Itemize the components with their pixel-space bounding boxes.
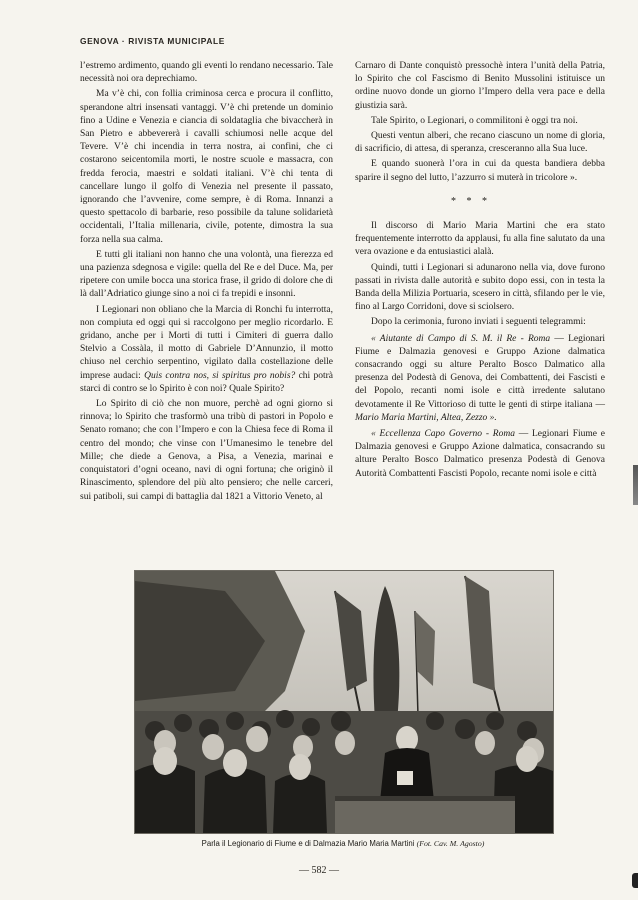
paragraph <box>80 304 333 396</box>
motto-tail: chi potrà starci di contro se lo Spirito è con noi? Quale Spirito? <box>80 370 333 394</box>
paragraph: l’estremo ardimento, quando gli eventi lo rendano necessario. Tale necessità noi ora deprechiamo. <box>80 61 333 85</box>
paragraph: Quindi, tutti i Legionari si adunarono nella via, dove furono passati in rivista dalle autorità e subito dopo essi, con in testa la Banda della Milizia Portuaria, scesero in città, sfilando per le vie, fino al Largo Corridoni, dove si sciolsero. <box>355 262 605 313</box>
right-column <box>355 60 605 483</box>
paragraph: Questi ventun alberi, che recano ciascuno un nome di gloria, di sacrificio, di attesa, di speranza, cresceranno alla Sua luce. <box>355 131 605 155</box>
paragraph: E tutti gli italiani non hanno che una volontà, una fierezza ed una pazienza sdegnosa e vigile: quella del Re e del Duce. Ma, per ripetere con umile bocca una storica frase, il grido di dolore che di là dall’Adriatico giunge sino a noi ci fa trepidi e insonni. <box>80 249 333 300</box>
telegram-head-of-government <box>355 428 605 481</box>
paragraph: Ma v’è chi, con follia criminosa cerca e procura il conflitto, sperandone altri insensati vantaggi. V’è chi pretende un dominio fino a Udine e Venezia e ciancia di soldataglia che bivaccherà in San Pietro e abbevererà i cavalli schiumosi nelle acque del Tevere. V’è chi incendia in terra nostra, ai confini, che ci costarono seicentomila morti, le nostre scuole e massacra, con fredda ferocia, maestri e soldati italiani. V’è chi tenta di cancellare lungo il golfo di Venezia nel presente il passato, ignorando che l’avvenire, come sempre, è di Roma. Innanzi a questo spettacolo di barbarie, reso possibile da talune solidarietà occidentali, l’Italia millenaria, civile, potente, dimostra la sua forza nella sua calma. <box>80 89 333 245</box>
telegram-heading: « Aiutante di Campo di S. M. il Re - Roma <box>371 333 551 344</box>
paragraph: Carnaro di Dante conquistò pressochè intera l’unità della Patria, lo Spirito che col Fascismo di Benito Mussolini istituisce un ordine nuovo donde un giorno l’Impero della vera pace e della giustizia sarà. <box>355 61 605 111</box>
latin-motto: Quis contra nos, si spiritus pro nobis? <box>144 370 296 381</box>
scan-edge-mark <box>633 465 638 505</box>
paragraph: Lo Spirito di ciò che non muore, perchè ad ogni giorno si rinnova; lo Spirito che trasformò una tribù di pastori in Popolo e Senato romano; che con l’Impero e con la Chiesa fece di Roma il centro del mondo; che vinse con l’Umanesimo le tenebre del Mille; che diede a Genova, a Pisa, a Venezia, marinai e conquistatori d’ogni oceano, navi di ogni fortuna; che originò il Rinascimento, splendore del più alto pensiero; che nelle carceri, sui patiboli, sui campi di battaglia dal 1821 a Vittorio Veneto, al <box>80 399 333 502</box>
photograph-icon <box>135 571 553 833</box>
telegram-body: — Legionari Fiume e Dalmazia genovesi e Gruppo Azione dalmatica consacrando oggi su alture Peralto Bosco Dalmatico alla presenza del Podestà di Genova, dei Combattenti, dei Fascisti e del Popolo, recanti nomi isole e città irredente salutano devotamente il Re Vittorioso di tutte le genti di stirpe italiana — <box>355 333 605 410</box>
photo-caption <box>134 839 552 848</box>
ceremony-photograph <box>134 570 554 834</box>
paragraph: Il discorso di Mario Maria Martini che era stato frequentemente interrotto da applausi, fu alla fine salutato da una vera ovazione e da entusiastici alalà. <box>355 221 605 258</box>
paragraph-text: I Legionari non obliano che la Marcia di Ronchi fu interrotta, non compiuta ed oggi qui si raccolgono per meglio ricordarlo. E gridano, anche per i Morti di tutti i Cimiteri di guerra dallo Stelvio a Cossàla, il motto di Gabriele D’Annunzio, il motto chiuso nel cerchio serpentino, vigilato dalla costellazione delle imprese audaci: <box>80 304 333 381</box>
running-header: GENOVA · RIVISTA MUNICIPALE <box>80 36 225 46</box>
telegram-king <box>355 333 605 425</box>
telegram-signature: Mario Maria Martini, Altea, Zezzo ». <box>355 412 497 423</box>
scan-edge-mark <box>632 873 638 888</box>
paragraph: E quando suonerà l’ora in cui da questa bandiera debba sparire il segno del lutto, l’azzurro si muterà in tricolore ». <box>355 159 605 183</box>
paragraph: Tale Spirito, o Legionari, o commilitoni è oggi tra noi. <box>371 115 578 126</box>
caption-text: Parla il Legionario di Fiume e di Dalmazia Mario Maria Martini <box>201 839 417 848</box>
telegram-heading: « Eccellenza Capo Governo - Roma <box>371 429 515 440</box>
page-number: — 582 — <box>299 865 339 876</box>
paragraph: Dopo la cerimonia, furono inviati i seguenti telegrammi: <box>371 317 586 328</box>
left-column <box>80 60 333 506</box>
photo-credit: (Fot. Cav. M. Agosto) <box>416 839 485 848</box>
section-separator: * * * <box>451 195 491 207</box>
telegram-body: — Legionari Fiume e Dalmazia genovesi e Gruppo Azione dalmatica, consacrando su alture Peralto Bosco Dalmatico presenza Podestà di Genova Autorità Combattenti Fascisti Popolo, recante nomi isole e città <box>355 429 605 479</box>
